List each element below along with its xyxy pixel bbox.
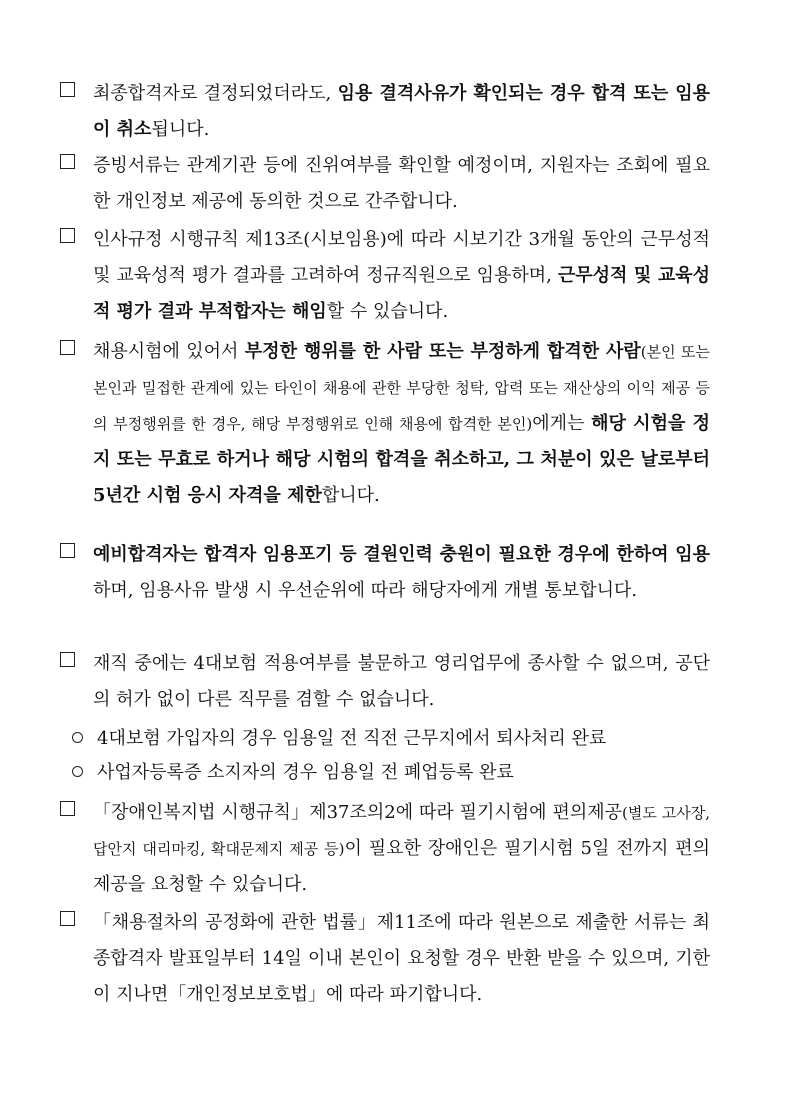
checkbox-square-icon — [60, 340, 75, 355]
checkbox-square-icon — [60, 911, 75, 926]
notice-text: 증빙서류는 관계기관 등에 진위여부를 확인할 예정이며, 지원자는 조회에 필요한 개인정보 제공에 동의한 것으로 간주합니다. — [93, 155, 710, 212]
circle-bullet-icon — [72, 732, 83, 743]
notice-item-5 — [60, 537, 710, 627]
notice-item-3 — [60, 222, 710, 348]
checkbox-square-icon — [60, 228, 75, 243]
circle-bullet-icon — [72, 766, 83, 777]
sub-item-2: 사업자등록증 소지자의 경우 임용일 전 폐업등록 완료 — [72, 755, 712, 791]
notice-item-8 — [60, 905, 710, 1031]
notice-text: 채용시험에 있어서 부정한 행위를 한 사람 또는 부정하게 합격한 사람(본인 또는 본인과 밀접한 관계에 있는 타인이 채용에 관한 부당한 청탁, 압력 또는 재산상의 이익 제공 등의 부정행위를 한 경우, 해당 부정행위로 인해 채용에 합격한 본인)에게는 해당 시험을 정지 또는 무효로 하거나 해당 시험의 합격을 취소하고, 그 처분이 있은 날로부터 5년간 시험 응시 자격을 제한합니다. — [93, 341, 711, 506]
notice-item-4 — [60, 334, 710, 532]
notice-text: 「채용절차의 공정화에 관한 법률」제11조에 따라 원본으로 제출한 서류는 최종합격자 발표일부터 14일 이내 본인이 요청할 경우 반환 받을 수 있으며, 기한이 지나면「개인정보보호법」에 따라 파기합니다. — [93, 912, 710, 1005]
checkbox-square-icon — [60, 82, 75, 97]
sub-item-1: 4대보험 가입자의 경우 임용일 전 직전 근무지에서 퇴사처리 완료 — [72, 721, 712, 757]
notice-item-7 — [60, 795, 710, 921]
notice-text: 인사규정 시행규칙 제13조(시보임용)에 따라 시보기간 3개월 동안의 근무성적 및 교육성적 평가 결과를 고려하여 정규직원으로 임용하며, 근무성적 및 교육성적 평가 결과 부적합자는 해임할 수 있습니다. — [93, 229, 710, 322]
notice-text: 재직 중에는 4대보험 적용여부를 불문하고 영리업무에 종사할 수 없으며, 공단의 허가 없이 다른 직무를 겸할 수 없습니다. — [93, 653, 710, 710]
checkbox-square-icon — [60, 801, 75, 816]
notice-text: 「장애인복지법 시행규칙」제37조의2에 따라 필기시험에 편의제공(별도 고사장, 답안지 대리마킹, 확대문제지 제공 등)이 필요한 장애인은 필기시험 5일 전까지 편의제공을 요청할 수 있습니다. — [93, 802, 711, 895]
checkbox-square-icon — [60, 154, 75, 169]
checkbox-square-icon — [60, 652, 75, 667]
notice-text: 예비합격자는 합격자 임용포기 등 결원인력 충원이 필요한 경우에 한하여 임용하며, 임용사유 발생 시 우선순위에 따라 해당자에게 개별 통보합니다. — [93, 544, 710, 601]
notice-text: 최종합격자로 결정되었더라도, 임용 결격사유가 확인되는 경우 합격 또는 임용이 취소됩니다. — [93, 83, 710, 140]
checkbox-square-icon — [60, 543, 75, 558]
